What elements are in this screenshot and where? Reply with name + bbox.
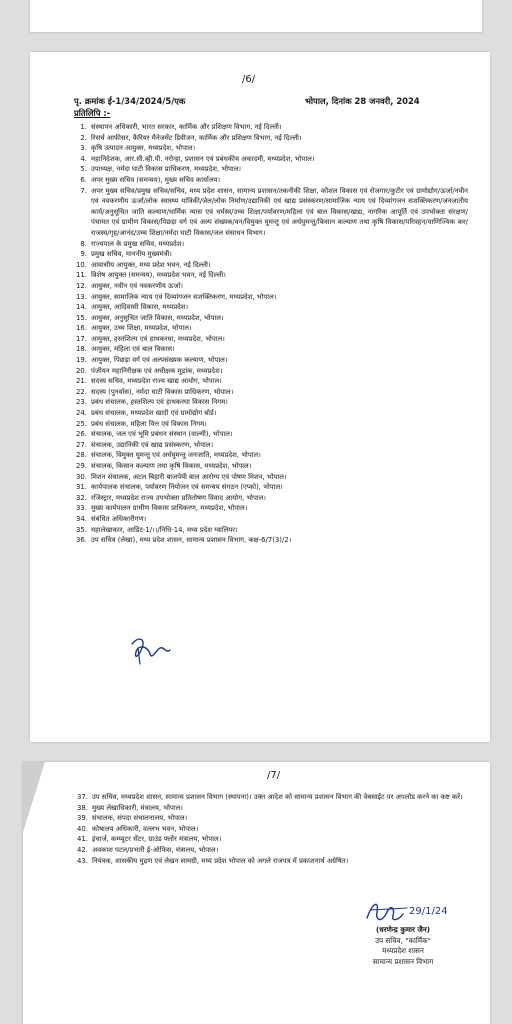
item-number: 33. [76,504,87,513]
list-item [72,493,468,504]
list-item [72,334,468,345]
item-number: 34. [76,514,87,523]
item-number: 21. [76,377,87,386]
list-item [72,514,468,525]
item-text: मुख्य कार्यपालन ग्रामीण विकास प्राधिकरण, मध्यप्रदेश, भोपाल। [91,504,248,513]
item-number: 10. [76,260,87,269]
item-number: 19. [76,356,87,365]
item-number: 17. [76,334,87,343]
item-text: नियंत्रक, शासकीय मुद्रण एवं लेखन सामग्री, मध्य प्रदेश भोपाल को अगले राजपत्र में प्रकाशनार्थ अग्रेषित। [92,856,349,865]
item-number: 29. [76,462,87,470]
item-text: संबंधित अधिकारीगण। [91,514,147,523]
list-item [73,824,465,835]
list-item [72,408,468,419]
item-number: 23. [76,398,87,407]
distribution-list [72,122,468,546]
item-number: 36. [76,536,87,545]
item-number: 20. [76,366,87,375]
item-text: अवकाश पटल/प्रभारी ई-ऑफिस, मंत्रालय, भोपाल। [92,845,219,854]
item-number: 27. [76,440,87,449]
list-item [72,281,468,292]
item-text: रजिस्ट्रार, मध्यप्रदेश राज्य उपभोक्ता प्रतितोषण विवाद आयोग, भोपाल। [91,493,266,502]
item-number: 13. [76,292,87,301]
list-item [72,175,468,186]
item-number: 30. [76,472,87,481]
signatory-department: सामान्य प्रशासन विभाग [372,956,434,966]
list-item [72,143,468,154]
item-text: प्रबंध संचालक, महिला वित्त एवं विकास निगम। [91,419,207,428]
item-number: 8. [80,239,87,248]
item-number: 16. [76,324,87,333]
list-item [72,154,468,165]
list-item [73,792,465,803]
item-text: आयुक्त, हस्तशिल्प एवं हाथकरघा, मध्यप्रदेश, भोपाल। [91,334,225,343]
list-item [73,803,465,814]
item-number: 11. [76,271,87,280]
list-item [72,133,468,144]
item-text: आयुक्त, अनुसूचित जाति विकास, मध्यप्रदेश, भोपाल। [91,313,224,322]
item-number: 37. [77,793,88,801]
item-number: 15. [76,313,87,322]
item-text: संचालक, उद्यानिकी एवं खाद्य प्रसंस्करण, भोपाल। [91,440,214,449]
item-number: 22. [76,387,87,396]
item-text: आवासीय आयुक्त, मध्य प्रदेश भवन, नई दिल्ली। [91,260,211,269]
item-number: 4. [80,154,87,163]
distribution-list-continued [73,792,465,866]
item-number: 12. [76,281,87,290]
item-number: 43. [77,856,88,865]
item-text: संचालक, किसान कल्याण तथा कृषि विकास, मध्यप्रदेश, भोपाल। [91,462,252,470]
item-text: कार्यपालक संचालक, पर्यावरण नियोजन एवं समन्वय संगठन (एप्को), भोपाल। [91,483,283,492]
item-number: 31. [76,483,87,492]
item-text: कोषालय अधिकारी, वल्लभ भवन, भोपाल। [92,824,199,833]
list-item [72,450,468,461]
item-text: इंचार्ज, कम्प्यूटर सेंटर, ग्राउंड फ्लोर मंत्रालय, भोपाल। [92,835,222,844]
list-item [72,376,468,387]
item-text: महानिदेशक, आर.सी.व्ही.पी. नरोन्हा, प्रशासन एवं प्रबंधकीय अकादमी, मध्यप्रदेश, भोपाल। [91,154,315,163]
item-number: 18. [76,345,87,354]
svg-text:29/1/24: 29/1/24 [409,906,448,917]
signatory-org: मध्यप्रदेश शासन [382,946,424,956]
item-text: उपाध्यक्ष, नर्मदा घाटी विकास प्राधिकरण, मध्यप्रदेश, भोपाल। [91,165,241,174]
list-item [72,344,468,355]
item-text: उप सचिव (लेखा), मध्य प्रदेश शासन, सामान्य प्रशासन विभाग, कक्ष-6/7(3)/2। [91,536,292,545]
item-text: पंजीयन महानिरीक्षक एवं अधीक्षक मुद्रांक, मध्यप्रदेश। [91,366,223,375]
item-text: सदस्य सचिव, मध्यप्रदेश राज्य खाद्य आयोग, भोपाल। [91,377,222,386]
item-text: मुख्य लेखाधिकारी, मंत्रालय, भोपाल। [92,803,183,812]
item-number: 9. [80,250,87,259]
item-text: आयुक्त, उच्च शिक्षा, मध्यप्रदेश, भोपाल। [91,324,192,333]
page-7 [23,762,490,1024]
item-text: प्रबंध संचालक, हस्तशिल्प एवं हाथकरघा विकास निगम। [91,398,228,407]
copy-to-label: प्रतिलिपि :- [74,108,111,118]
previous-page-fragment [30,0,482,32]
item-number: 26. [76,430,87,439]
item-text: आयुक्त, पिछड़ा वर्ग एवं अल्पसंख्यक कल्याण, भोपाल। [91,356,228,365]
item-number: 41. [77,835,88,844]
list-item [72,419,468,430]
list-item [72,482,468,493]
page-number: /7/ [267,770,281,781]
list-item [72,387,468,398]
item-number: 40. [77,824,88,833]
list-item [72,461,468,472]
item-text: संस्थापन अधिकारी, भारत सरकार, कार्मिक और प्रशिक्षण विभाग, नई दिल्ली। [91,123,282,131]
list-item [72,503,468,514]
list-item [72,249,468,260]
item-number: 5. [80,165,87,174]
list-item [72,313,468,324]
item-number: 28. [76,451,87,460]
item-text: आयुक्त, सामाजिक न्याय एवं दिव्यांगजन सशक्तिकरण, मध्यप्रदेश, भोपाल। [91,292,277,301]
item-number: 24. [76,409,87,418]
item-number: 7. [80,186,87,195]
item-text: विशेष आयुक्त (समन्वय), मध्यप्रदेश भवन, नई दिल्ली। [91,271,226,280]
item-number: 1. [80,123,87,131]
item-number: 25. [76,419,87,428]
item-number: 2. [80,133,87,142]
item-text: मिशन संचालक, अटल बिहारी बाजपेयी बाल आरोग्य एवं पोषण मिशन, भोपाल। [91,472,287,481]
list-item [72,429,468,440]
list-item [72,366,468,377]
list-item [73,834,465,845]
list-item [72,239,468,250]
item-text: राज्यपाल के प्रमुख सचिव, मध्यप्रदेश। [91,239,185,248]
list-item [72,260,468,271]
list-item [72,292,468,303]
list-item [72,525,468,536]
item-number: 42. [77,845,88,854]
list-item [72,270,468,281]
item-number: 14. [76,303,87,312]
list-item [72,164,468,175]
item-text: रिसर्च आफीसर, कैरियर मैनेजमेंट डिवीजन, कार्मिक और प्रशिक्षण विभाग, नई दिल्ली। [91,133,302,142]
page-fold-shadow [23,762,45,832]
item-text: महालेखाकार, आडिट-1/।।/निधि-14, मध्य प्रदेश ग्वालियर। [91,525,238,534]
item-text: प्रमुख सचिव, माननीय मुख्यमंत्री। [91,250,172,259]
item-number: 35. [76,525,87,534]
list-item [73,813,465,824]
list-item [72,397,468,408]
list-item [73,845,465,856]
item-text: प्रबंध संचालक, मध्यप्रदेश खादी एवं ग्रामोद्योग बोर्ड। [91,409,217,418]
place-date: भोपाल, दिनांक 28 जनवरी, 2024 [305,96,420,106]
list-item [72,186,468,239]
item-number: 32. [76,493,87,502]
list-item [72,355,468,366]
item-text: आयुक्त, महिला एवं बाल विकास। [91,345,175,354]
list-item [72,302,468,313]
item-text: आयुक्त, नवीन एवं नवकरणीय ऊर्जा। [91,281,183,290]
list-item [72,122,468,133]
list-item [72,440,468,451]
list-item [72,472,468,483]
list-item [72,535,468,546]
signatory-name: (धरणेन्द्र कुमार जैन) [375,925,431,934]
item-number: 6. [80,175,87,184]
list-item [72,323,468,334]
item-text: कृषि उत्पादन आयुक्त, मध्यप्रदेश, भोपाल। [91,144,196,153]
list-item [73,856,465,867]
item-text: उप सचिव, मध्यप्रदेश शासन, सामान्य प्रशासन विभाग (स्थापना)। उक्त आदेश को सामान्य प्रशासन विभाग की वेबसाईट पर अपलोड करने का कष्ट करें। [92,793,463,801]
item-text: संचालक, जल एवं भूमि प्रबंधन संस्थान (वाल्मी), भोपाल। [91,430,233,439]
item-number: 3. [80,144,87,153]
item-number: 39. [77,814,88,823]
item-text: आयुक्त, आदिवासी विकास, मध्यप्रदेश। [91,303,189,312]
page-number: /6/ [242,74,256,85]
item-text: अपर मुख्य सचिव (समन्वय), मुख्य सचिव कार्यालय। [91,175,221,184]
signature-block [333,925,473,967]
item-text: संचालक, संपदा संचालनालय, भोपाल। [92,814,188,823]
item-text: अपर मुख्य सचिव/प्रमुख सचिव/सचिव, मध्य प्रदेश शासन, सामान्य प्रशासन/तकनीकी शिक्षा, कौशल विकास एवं रोजगार/कुटीर एवं ग्रामोद्योग/ऊर्जा/नवीन एवं नवकरणीय ऊर्जा/लोक स्वास्थ्य यांत्रिकी/जेल/लोक निर्माण/उद्यानिकी एवं खाद्य प्रसंस्करण/सामाजिक न्याय एवं दिव्यांगजन सशक्तिकरण/जनजातीय कार्य/अनुसूचित जाति कल्याण/धार्मिक न्यास एवं धर्मस्व/उच्च शिक्षा/पर्यावरण/महिला एवं बाल विकास/खाद्य, नागरिक आपूर्ति एवं उपभोक्ता संरक्षण/पंचायत एवं ग्रामीण विकास/पिछड़ा वर्ग एवं अल्प संख्यक/वन/विमुक्त घुमन्तु एवं अर्धघुमन्तु/किसान कल्याण तथा कृषि विकास/परिवहन/वाणिज्यिक कर/राजस्व/गृह/आनंद/उच्च शिक्षा/नर्मदा घाटी विकास/जल संसाधन विभाग। [91,186,468,237]
item-number: 38. [77,803,88,812]
signatory-title: उप सचिव, "कार्मिक" [375,935,431,945]
item-text: सदस्य (पुनर्वास), नर्मदा घाटी विकास प्राधिकरण, भोपाल। [91,387,234,396]
reference-number: पृ. क्रमांक ई-1/34/2024/5/एक [74,96,186,106]
item-text: संचालक, विमुक्त घुमन्तु एवं अर्धघुमन्तु जनजाति, मध्यप्रदेश, भोपाल। [91,451,261,460]
initials-signature [126,630,176,668]
page-6 [30,52,490,742]
